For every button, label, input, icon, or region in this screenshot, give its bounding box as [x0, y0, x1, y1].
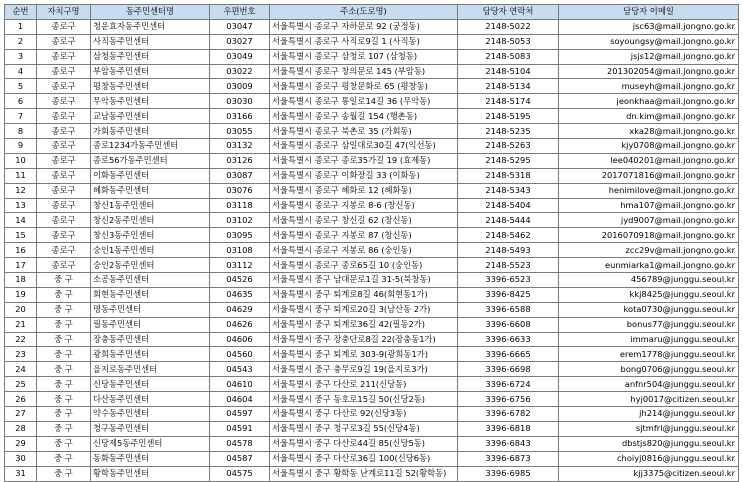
cell-phone[interactable]: 2148-5022 — [458, 19, 559, 34]
cell-address[interactable]: 서울특별시 종로구 통일로14길 36 (무악동) — [270, 94, 458, 109]
cell-address[interactable]: 서울특별시 종로구 삼청로 107 (삼청동) — [270, 49, 458, 64]
table-row — [5, 19, 739, 34]
table-row — [5, 392, 739, 407]
cell-postal-code[interactable]: 03132 — [210, 139, 270, 154]
cell-district[interactable]: 종로구 — [37, 139, 91, 154]
cell-no[interactable]: 14 — [5, 213, 37, 228]
table-row — [5, 258, 739, 273]
cell-no[interactable]: 7 — [5, 109, 37, 124]
cell-center-name[interactable]: 평창동주민센터 — [91, 79, 210, 94]
cell-email[interactable]: zcc29v@mail.jongno.go.kr — [559, 243, 739, 258]
cell-address[interactable]: 서울특별시 중구 퇴계로36길 42(필동2가) — [270, 317, 458, 332]
cell-no[interactable]: 5 — [5, 79, 37, 94]
cell-postal-code[interactable]: 04591 — [210, 421, 270, 436]
cell-address[interactable]: 서울특별시 중구 청구로3길 55(신당4동) — [270, 421, 458, 436]
cell-phone[interactable]: 2148-5104 — [458, 64, 559, 79]
table-row — [5, 139, 739, 154]
cell-email[interactable]: immaru@junggu.seoul.kr — [559, 332, 739, 347]
cell-email[interactable]: 2017071816@mail.jongno.go.kr — [559, 168, 739, 183]
cell-center-name[interactable]: 무악동주민센터 — [91, 94, 210, 109]
cell-phone[interactable]: 3396-6873 — [458, 451, 559, 466]
cell-center-name[interactable]: 사직동주민센터 — [91, 34, 210, 49]
cell-center-name[interactable]: 창신2동주민센터 — [91, 213, 210, 228]
cell-district[interactable]: 중 구 — [37, 392, 91, 407]
table-row — [5, 421, 739, 436]
cell-postal-code[interactable]: 04597 — [210, 407, 270, 422]
cell-phone[interactable]: 3396-6608 — [458, 317, 559, 332]
table-row — [5, 362, 739, 377]
cell-no[interactable]: 9 — [5, 139, 37, 154]
cell-no[interactable]: 17 — [5, 258, 37, 273]
cell-center-name[interactable]: 을지로동주민센터 — [91, 362, 210, 377]
cell-phone[interactable]: 2148-5053 — [458, 34, 559, 49]
cell-email[interactable]: anfnr504@junggu.seoul.kr — [559, 377, 739, 392]
cell-no[interactable]: 19 — [5, 287, 37, 302]
cell-email[interactable]: jsc63@mail.jongno.go.kr — [559, 19, 739, 34]
table-row — [5, 407, 739, 422]
cell-address[interactable]: 서울특별시 중구 다산로44길 85(신당5동) — [270, 436, 458, 451]
header-email: 담당자 이메일 — [559, 5, 739, 20]
cell-center-name[interactable]: 명동주민센터 — [91, 302, 210, 317]
cell-district[interactable]: 중 구 — [37, 317, 91, 332]
cell-phone[interactable]: 2148-5235 — [458, 124, 559, 139]
cell-phone[interactable]: 2148-5295 — [458, 153, 559, 168]
cell-center-name[interactable]: 삼청동주민센터 — [91, 49, 210, 64]
cell-email[interactable]: jsjs12@mail.jongno.go.kr — [559, 49, 739, 64]
cell-no[interactable]: 4 — [5, 64, 37, 79]
cell-address[interactable]: 서울특별시 종로구 삼일대로30길 47(익선동) — [270, 139, 458, 154]
cell-center-name[interactable]: 이화동주민센터 — [91, 168, 210, 183]
header-no: 순번 — [5, 5, 37, 20]
cell-email[interactable]: kota0730@junggu.seoul.kr — [559, 302, 739, 317]
table-row — [5, 124, 739, 139]
cell-postal-code[interactable]: 03102 — [210, 213, 270, 228]
cell-center-name[interactable]: 장충동주민센터 — [91, 332, 210, 347]
cell-phone[interactable]: 2148-5083 — [458, 49, 559, 64]
cell-no[interactable]: 13 — [5, 198, 37, 213]
cell-phone[interactable]: 3396-6843 — [458, 436, 559, 451]
cell-address[interactable]: 서울특별시 종로구 송월길 154 (행촌동) — [270, 109, 458, 124]
table-row — [5, 183, 739, 198]
table-row — [5, 168, 739, 183]
cell-postal-code[interactable]: 03112 — [210, 258, 270, 273]
cell-district[interactable]: 중 구 — [37, 302, 91, 317]
cell-center-name[interactable]: 혜화동주민센터 — [91, 183, 210, 198]
cell-email[interactable]: 2016070918@mail.jongno.go.kr — [559, 228, 739, 243]
cell-no[interactable]: 6 — [5, 94, 37, 109]
cell-no[interactable]: 18 — [5, 273, 37, 288]
cell-center-name[interactable]: 창신3동주민센터 — [91, 228, 210, 243]
table-row — [5, 49, 739, 64]
cell-phone[interactable]: 2148-5195 — [458, 109, 559, 124]
cell-center-name[interactable]: 청구동주민센터 — [91, 421, 210, 436]
cell-center-name[interactable]: 소공동주민센터 — [91, 273, 210, 288]
cell-postal-code[interactable]: 03049 — [210, 49, 270, 64]
cell-address[interactable]: 서울특별시 중구 다산로 211(신당동) — [270, 377, 458, 392]
cell-email[interactable]: hyj0017@citizen.seoul.kr — [559, 392, 739, 407]
table-row — [5, 213, 739, 228]
cell-address[interactable]: 서울특별시 중구 다산로 92(신당3동) — [270, 407, 458, 422]
cell-postal-code[interactable]: 03126 — [210, 153, 270, 168]
cell-no[interactable]: 21 — [5, 317, 37, 332]
cell-postal-code[interactable]: 04560 — [210, 347, 270, 362]
table-row — [5, 109, 739, 124]
cell-email[interactable]: kkj8425@junggu.seoul.kr — [559, 287, 739, 302]
cell-postal-code[interactable]: 03108 — [210, 243, 270, 258]
cell-district[interactable]: 종로구 — [37, 64, 91, 79]
cell-center-name[interactable]: 종로56가동주민센터 — [91, 153, 210, 168]
cell-phone[interactable]: 3396-6523 — [458, 273, 559, 288]
cell-no[interactable]: 11 — [5, 168, 37, 183]
table-row — [5, 347, 739, 362]
cell-email[interactable]: soyoungsy@mail.jongno.go.kr — [559, 34, 739, 49]
cell-no[interactable]: 15 — [5, 228, 37, 243]
cell-center-name[interactable]: 창신1동주민센터 — [91, 198, 210, 213]
cell-address[interactable]: 서울특별시 중구 퇴계로 303-9(광희동1가) — [270, 347, 458, 362]
cell-phone[interactable]: 2148-5134 — [458, 79, 559, 94]
cell-no[interactable]: 3 — [5, 49, 37, 64]
cell-address[interactable]: 서울특별시 종로구 사직로9길 1 (사직동) — [270, 34, 458, 49]
cell-postal-code[interactable]: 03076 — [210, 183, 270, 198]
cell-district[interactable]: 중 구 — [37, 347, 91, 362]
cell-phone[interactable]: 3396-6782 — [458, 407, 559, 422]
cell-postal-code[interactable]: 04610 — [210, 377, 270, 392]
cell-address[interactable]: 서울특별시 중구 다산로36길 100(신당6동) — [270, 451, 458, 466]
cell-center-name[interactable]: 동화동주민센터 — [91, 451, 210, 466]
cell-address[interactable]: 서울특별시 중구 충무로9길 19(을지로3가) — [270, 362, 458, 377]
cell-district[interactable]: 중 구 — [37, 332, 91, 347]
cell-address[interactable]: 서울특별시 종로구 지봉로 87 (창신동) — [270, 228, 458, 243]
cell-email[interactable]: sjtmfrl@junggu.seoul.kr — [559, 421, 739, 436]
cell-district[interactable]: 중 구 — [37, 362, 91, 377]
cell-postal-code[interactable]: 03030 — [210, 94, 270, 109]
cell-address[interactable]: 서울특별시 종로구 평창문화로 65 (평창동) — [270, 79, 458, 94]
cell-postal-code[interactable]: 04604 — [210, 392, 270, 407]
cell-no[interactable]: 28 — [5, 421, 37, 436]
cell-center-name[interactable]: 약수동주민센터 — [91, 407, 210, 422]
cell-district[interactable]: 종로구 — [37, 94, 91, 109]
table-row — [5, 79, 739, 94]
table-row — [5, 34, 739, 49]
cell-phone[interactable]: 3396-6985 — [458, 466, 559, 481]
header-phone: 담당자 연락처 — [458, 5, 559, 20]
cell-address[interactable]: 서울특별시 중구 남대문로1길 31-5(북창동) — [270, 273, 458, 288]
cell-district[interactable]: 중 구 — [37, 436, 91, 451]
cell-phone[interactable]: 2148-5263 — [458, 139, 559, 154]
table-row — [5, 466, 739, 481]
cell-postal-code[interactable]: 04526 — [210, 273, 270, 288]
cell-no[interactable]: 26 — [5, 392, 37, 407]
cell-postal-code[interactable]: 03095 — [210, 228, 270, 243]
cell-district[interactable]: 종로구 — [37, 243, 91, 258]
cell-no[interactable]: 1 — [5, 19, 37, 34]
cell-no[interactable]: 24 — [5, 362, 37, 377]
cell-no[interactable]: 20 — [5, 302, 37, 317]
cell-postal-code[interactable]: 04629 — [210, 302, 270, 317]
cell-phone[interactable]: 2148-5523 — [458, 258, 559, 273]
cell-email[interactable]: museyh@mail.jongno.go.kr — [559, 79, 739, 94]
cell-phone[interactable]: 2148-5343 — [458, 183, 559, 198]
cell-address[interactable]: 서울특별시 중구 동호로15길 50(신당2동) — [270, 392, 458, 407]
cell-no[interactable]: 29 — [5, 436, 37, 451]
cell-email[interactable]: bonus77@junggu.seoul.kr — [559, 317, 739, 332]
cell-district[interactable]: 중 구 — [37, 377, 91, 392]
cell-email[interactable]: dn.kim@mail.jongno.go.kr — [559, 109, 739, 124]
cell-district[interactable]: 종로구 — [37, 168, 91, 183]
cell-center-name[interactable]: 숭인1동주민센터 — [91, 243, 210, 258]
header-address: 주소(도로명) — [270, 5, 458, 20]
cell-center-name[interactable]: 청운효자동주민센터 — [91, 19, 210, 34]
cell-no[interactable]: 30 — [5, 451, 37, 466]
cell-postal-code[interactable]: 03087 — [210, 168, 270, 183]
cell-no[interactable]: 12 — [5, 183, 37, 198]
table-row — [5, 153, 739, 168]
table-row — [5, 302, 739, 317]
table-row — [5, 317, 739, 332]
cell-address[interactable]: 서울특별시 종로구 지봉로 8-6 (창신동) — [270, 198, 458, 213]
cell-email[interactable]: bong0706@junggu.seoul.kr — [559, 362, 739, 377]
table-row — [5, 64, 739, 79]
center-contact-table — [4, 4, 739, 482]
cell-email[interactable]: eunmiarka1@mail.jongno.go.kr — [559, 258, 739, 273]
cell-postal-code[interactable]: 04578 — [210, 436, 270, 451]
spreadsheet — [4, 4, 739, 482]
cell-district[interactable]: 종로구 — [37, 198, 91, 213]
cell-no[interactable]: 16 — [5, 243, 37, 258]
cell-phone[interactable]: 3396-6818 — [458, 421, 559, 436]
cell-center-name[interactable]: 숭인2동주민센터 — [91, 258, 210, 273]
table-row — [5, 377, 739, 392]
cell-address[interactable]: 서울특별시 종로구 북촌로 35 (가회동) — [270, 124, 458, 139]
cell-district[interactable]: 종로구 — [37, 79, 91, 94]
cell-postal-code[interactable]: 03118 — [210, 198, 270, 213]
cell-address[interactable]: 서울특별시 종로구 자하문로 92 (궁정동) — [270, 19, 458, 34]
cell-postal-code[interactable]: 04543 — [210, 362, 270, 377]
cell-postal-code[interactable]: 04587 — [210, 451, 270, 466]
table-row — [5, 332, 739, 347]
cell-email[interactable]: 456789@junggu.seoul.kr — [559, 273, 739, 288]
cell-email[interactable]: kjj3375@citizen.seoul.kr — [559, 466, 739, 481]
cell-email[interactable]: erem1778@junggu.seoul.kr — [559, 347, 739, 362]
cell-postal-code[interactable]: 04635 — [210, 287, 270, 302]
cell-district[interactable]: 종로구 — [37, 153, 91, 168]
cell-district[interactable]: 종로구 — [37, 34, 91, 49]
table-row — [5, 94, 739, 109]
cell-email[interactable]: henimilove@mail.jongno.go.kr — [559, 183, 739, 198]
cell-no[interactable]: 10 — [5, 153, 37, 168]
cell-no[interactable]: 27 — [5, 407, 37, 422]
cell-phone[interactable]: 3396-6665 — [458, 347, 559, 362]
cell-postal-code[interactable]: 03027 — [210, 34, 270, 49]
cell-no[interactable]: 2 — [5, 34, 37, 49]
cell-no[interactable]: 31 — [5, 466, 37, 481]
table-row — [5, 451, 739, 466]
header-district: 자치구명 — [37, 5, 91, 20]
cell-email[interactable]: jh214@junggu.seoul.kr — [559, 407, 739, 422]
cell-district[interactable]: 중 구 — [37, 421, 91, 436]
cell-district[interactable]: 종로구 — [37, 228, 91, 243]
cell-postal-code[interactable]: 03009 — [210, 79, 270, 94]
cell-phone[interactable]: 3396-6633 — [458, 332, 559, 347]
cell-district[interactable]: 종로구 — [37, 124, 91, 139]
cell-no[interactable]: 8 — [5, 124, 37, 139]
cell-phone[interactable]: 3396-6724 — [458, 377, 559, 392]
cell-no[interactable]: 22 — [5, 332, 37, 347]
header-row — [5, 5, 739, 20]
cell-district[interactable]: 종로구 — [37, 19, 91, 34]
cell-district[interactable]: 중 구 — [37, 451, 91, 466]
cell-phone[interactable]: 2148-5462 — [458, 228, 559, 243]
cell-phone[interactable]: 3396-6588 — [458, 302, 559, 317]
cell-center-name[interactable]: 필동주민센터 — [91, 317, 210, 332]
cell-phone[interactable]: 3396-6756 — [458, 392, 559, 407]
cell-address[interactable]: 서울특별시 종로구 종로65길 10 (숭인동) — [270, 258, 458, 273]
cell-phone[interactable]: 3396-8425 — [458, 287, 559, 302]
cell-address[interactable]: 서울특별시 중구 장충단로8길 22(장충동1가) — [270, 332, 458, 347]
cell-postal-code[interactable]: 04575 — [210, 466, 270, 481]
cell-email[interactable]: xka28@mail.jongno.go.kr — [559, 124, 739, 139]
cell-phone[interactable]: 2148-5318 — [458, 168, 559, 183]
cell-no[interactable]: 25 — [5, 377, 37, 392]
cell-postal-code[interactable]: 03047 — [210, 19, 270, 34]
cell-district[interactable]: 종로구 — [37, 49, 91, 64]
cell-phone[interactable]: 2148-5444 — [458, 213, 559, 228]
cell-email[interactable]: choiyj0816@junggu.seoul.kr — [559, 451, 739, 466]
header-postal-code: 우편번호 — [210, 5, 270, 20]
cell-address[interactable]: 서울특별시 중구 황학동 난계로11길 52(황학동) — [270, 466, 458, 481]
cell-address[interactable]: 서울특별시 종로구 창의문로 145 (부암동) — [270, 64, 458, 79]
cell-center-name[interactable]: 신당제5동주민센터 — [91, 436, 210, 451]
cell-center-name[interactable]: 광희동주민센터 — [91, 347, 210, 362]
cell-postal-code[interactable]: 03166 — [210, 109, 270, 124]
table-row — [5, 287, 739, 302]
cell-email[interactable]: kjy0708@mail.jongno.go.kr — [559, 139, 739, 154]
cell-phone[interactable]: 2148-5404 — [458, 198, 559, 213]
table-row — [5, 243, 739, 258]
cell-email[interactable]: lee040201@mail.jongno.go.kr — [559, 153, 739, 168]
table-row — [5, 436, 739, 451]
cell-postal-code[interactable]: 04626 — [210, 317, 270, 332]
cell-center-name[interactable]: 가회동주민센터 — [91, 124, 210, 139]
cell-postal-code[interactable]: 03055 — [210, 124, 270, 139]
cell-email[interactable]: jeonkhaa@mail.jongno.go.kr — [559, 94, 739, 109]
cell-email[interactable]: 201302054@mail.jongno.go.kr — [559, 64, 739, 79]
cell-center-name[interactable]: 신당동주민센터 — [91, 377, 210, 392]
cell-address[interactable]: 서울특별시 종로구 창신길 62 (창신동) — [270, 213, 458, 228]
cell-district[interactable]: 종로구 — [37, 183, 91, 198]
cell-center-name[interactable]: 교남동주민센터 — [91, 109, 210, 124]
cell-no[interactable]: 23 — [5, 347, 37, 362]
header-center-name: 동주민센터명 — [91, 5, 210, 20]
cell-center-name[interactable]: 황학동주민센터 — [91, 466, 210, 481]
table-row — [5, 228, 739, 243]
cell-district[interactable]: 종로구 — [37, 258, 91, 273]
cell-center-name[interactable]: 회현동주민센터 — [91, 287, 210, 302]
cell-email[interactable]: dbstjs820@junggu.seoul.kr — [559, 436, 739, 451]
cell-center-name[interactable]: 종로1234가동주민센터 — [91, 139, 210, 154]
cell-phone[interactable]: 2148-5493 — [458, 243, 559, 258]
table-row — [5, 273, 739, 288]
cell-postal-code[interactable]: 03022 — [210, 64, 270, 79]
cell-email[interactable]: hma107@mail.jongno.go.kr — [559, 198, 739, 213]
cell-address[interactable]: 서울특별시 종로구 지봉로 86 (숭인동) — [270, 243, 458, 258]
cell-district[interactable]: 중 구 — [37, 407, 91, 422]
cell-district[interactable]: 중 구 — [37, 287, 91, 302]
table-row — [5, 198, 739, 213]
cell-email[interactable]: jyd9007@mail.jongno.go.kr — [559, 213, 739, 228]
cell-address[interactable]: 서울특별시 중구 퇴계로8길 46(회현동1가) — [270, 287, 458, 302]
cell-district[interactable]: 종로구 — [37, 213, 91, 228]
cell-district[interactable]: 중 구 — [37, 273, 91, 288]
cell-address[interactable]: 서울특별시 중구 퇴계로20길 3(남산동 2가) — [270, 302, 458, 317]
cell-address[interactable]: 서울특별시 종로구 종로35가길 19 (효제동) — [270, 153, 458, 168]
cell-postal-code[interactable]: 04606 — [210, 332, 270, 347]
cell-phone[interactable]: 3396-6698 — [458, 362, 559, 377]
cell-address[interactable]: 서울특별시 종로구 이화장길 33 (이화동) — [270, 168, 458, 183]
cell-district[interactable]: 종로구 — [37, 109, 91, 124]
cell-address[interactable]: 서울특별시 종로구 혜화로 12 (혜화동) — [270, 183, 458, 198]
cell-center-name[interactable]: 부암동주민센터 — [91, 64, 210, 79]
cell-district[interactable]: 중 구 — [37, 466, 91, 481]
cell-phone[interactable]: 2148-5174 — [458, 94, 559, 109]
cell-center-name[interactable]: 다산동주민센터 — [91, 392, 210, 407]
